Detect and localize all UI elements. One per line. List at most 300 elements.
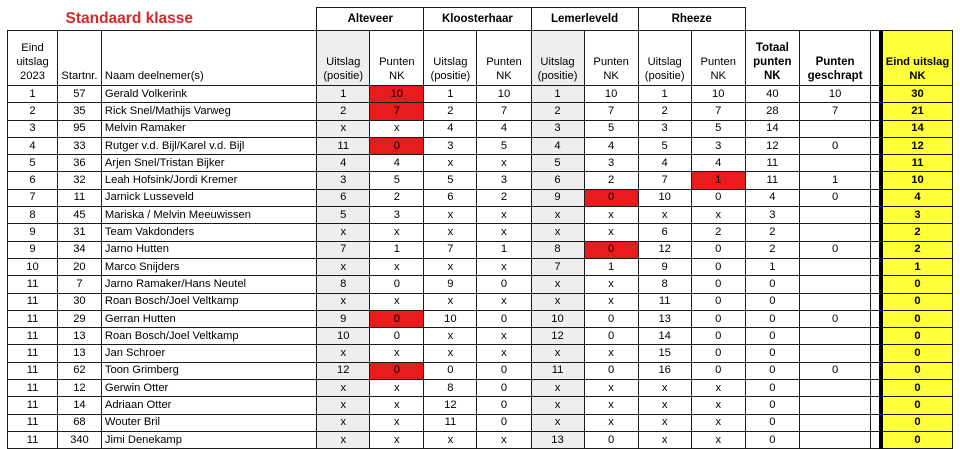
cell-eind-nk: 0 xyxy=(881,276,953,293)
col-uitslag: Uitslag (positie) xyxy=(317,31,370,86)
cell-uitslag: 3 xyxy=(638,120,691,137)
cell-uitslag: 11 xyxy=(317,137,370,154)
cell-uitslag: 3 xyxy=(317,172,370,189)
cell-eind-nk: 4 xyxy=(881,189,953,206)
cell-punten: 2 xyxy=(477,189,531,206)
cell-punten: 0 xyxy=(691,328,745,345)
cell-geschrapt xyxy=(799,293,870,310)
cell-uitslag: 10 xyxy=(317,328,370,345)
results-table xyxy=(7,7,953,449)
cell-divider xyxy=(871,397,881,414)
cell-uitslag: 6 xyxy=(424,189,477,206)
cell-uitslag: 1 xyxy=(317,86,370,103)
cell-name: Marco Snijders xyxy=(101,258,316,275)
cell-uitslag: 11 xyxy=(638,293,691,310)
cell-punten: 2 xyxy=(691,224,745,241)
cell-rank: 2 xyxy=(8,103,58,120)
cell-startnr: 32 xyxy=(58,172,102,189)
cell-eind-nk: 0 xyxy=(881,293,953,310)
cell-rank: 4 xyxy=(8,137,58,154)
cell-totaal: 0 xyxy=(745,345,799,362)
cell-uitslag: 8 xyxy=(317,276,370,293)
cell-eind-nk: 0 xyxy=(881,414,953,431)
cell-eind-nk: 1 xyxy=(881,258,953,275)
cell-uitslag: x xyxy=(424,155,477,172)
cell-uitslag: x xyxy=(531,414,584,431)
cell-uitslag: 10 xyxy=(531,310,584,327)
cell-totaal: 0 xyxy=(745,397,799,414)
cell-geschrapt: 0 xyxy=(799,310,870,327)
cell-punten: x xyxy=(370,380,424,397)
cell-eind-nk: 0 xyxy=(881,397,953,414)
cell-geschrapt xyxy=(799,120,870,137)
col-divider xyxy=(871,31,881,86)
cell-rank: 11 xyxy=(8,276,58,293)
cell-uitslag: x xyxy=(638,397,691,414)
cell-uitslag: 11 xyxy=(531,362,584,379)
cell-uitslag: x xyxy=(317,345,370,362)
cell-totaal: 3 xyxy=(745,207,799,224)
table-row xyxy=(8,310,953,327)
cell-name: Rutger v.d. Bijl/Karel v.d. Bijl xyxy=(101,137,316,154)
cell-uitslag: 0 xyxy=(424,362,477,379)
cell-uitslag: x xyxy=(638,431,691,448)
cell-uitslag: 1 xyxy=(531,86,584,103)
cell-totaal: 0 xyxy=(745,276,799,293)
col-punten-nk: Punten NK xyxy=(584,31,638,86)
col-eind-nk: Eind uitslag NK xyxy=(881,31,953,86)
cell-uitslag: x xyxy=(424,293,477,310)
table-row xyxy=(8,172,953,189)
table-row xyxy=(8,276,953,293)
cell-startnr: 34 xyxy=(58,241,102,258)
header-spacer xyxy=(745,8,952,31)
cell-geschrapt: 0 xyxy=(799,362,870,379)
cell-rank: 11 xyxy=(8,431,58,448)
cell-punten: x xyxy=(584,207,638,224)
cell-name: Jarno Ramaker/Hans Neutel xyxy=(101,276,316,293)
cell-name: Wouter Bril xyxy=(101,414,316,431)
cell-punten: 3 xyxy=(691,137,745,154)
cell-startnr: 62 xyxy=(58,362,102,379)
cell-uitslag: 10 xyxy=(424,310,477,327)
cell-eind-nk: 0 xyxy=(881,345,953,362)
cell-uitslag: 5 xyxy=(424,172,477,189)
cell-uitslag: x xyxy=(317,431,370,448)
cell-punten: 0 xyxy=(370,276,424,293)
cell-eind-nk: 10 xyxy=(881,172,953,189)
cell-punten-scrapped: 10 xyxy=(370,86,424,103)
cell-uitslag: 5 xyxy=(531,155,584,172)
cell-punten: 5 xyxy=(584,120,638,137)
cell-geschrapt: 0 xyxy=(799,137,870,154)
cell-name: Jarno Hutten xyxy=(101,241,316,258)
cell-punten: 0 xyxy=(691,258,745,275)
cell-eind-nk: 0 xyxy=(881,362,953,379)
cell-uitslag: x xyxy=(424,345,477,362)
cell-eind-nk: 14 xyxy=(881,120,953,137)
cell-uitslag: x xyxy=(424,328,477,345)
cell-totaal: 40 xyxy=(745,86,799,103)
cell-rank: 11 xyxy=(8,397,58,414)
cell-punten: x xyxy=(691,397,745,414)
cell-totaal: 12 xyxy=(745,137,799,154)
cell-punten: x xyxy=(584,293,638,310)
table-row xyxy=(8,414,953,431)
cell-rank: 9 xyxy=(8,224,58,241)
cell-startnr: 14 xyxy=(58,397,102,414)
cell-punten: x xyxy=(584,224,638,241)
cell-punten: 3 xyxy=(584,155,638,172)
cell-name: Rick Snel/Mathijs Varweg xyxy=(101,103,316,120)
cell-punten: 0 xyxy=(691,276,745,293)
cell-uitslag: x xyxy=(424,431,477,448)
cell-eind-nk: 0 xyxy=(881,380,953,397)
cell-uitslag: 1 xyxy=(638,86,691,103)
cell-punten: 4 xyxy=(370,155,424,172)
cell-punten: x xyxy=(370,345,424,362)
cell-name: Toon Grimberg xyxy=(101,362,316,379)
col-eind-uitslag-2023: Eind uitslag 2023 xyxy=(8,31,58,86)
cell-punten: 0 xyxy=(691,310,745,327)
cell-punten: 4 xyxy=(584,137,638,154)
cell-uitslag: 3 xyxy=(531,120,584,137)
cell-uitslag: 4 xyxy=(638,155,691,172)
cell-punten: 0 xyxy=(691,241,745,258)
cell-eind-nk: 21 xyxy=(881,103,953,120)
cell-punten: x xyxy=(477,431,531,448)
cell-uitslag: 13 xyxy=(531,431,584,448)
cell-name: Jimi Denekamp xyxy=(101,431,316,448)
cell-uitslag: 14 xyxy=(638,328,691,345)
cell-geschrapt xyxy=(799,345,870,362)
cell-uitslag: x xyxy=(424,207,477,224)
cell-startnr: 33 xyxy=(58,137,102,154)
cell-punten: 3 xyxy=(477,172,531,189)
cell-geschrapt xyxy=(799,224,870,241)
cell-geschrapt: 1 xyxy=(799,172,870,189)
cell-punten: x xyxy=(477,345,531,362)
cell-uitslag: x xyxy=(531,224,584,241)
cell-divider xyxy=(871,103,881,120)
cell-uitslag: 4 xyxy=(531,137,584,154)
cell-totaal: 28 xyxy=(745,103,799,120)
cell-uitslag: 12 xyxy=(638,241,691,258)
cell-geschrapt xyxy=(799,414,870,431)
cell-totaal: 0 xyxy=(745,431,799,448)
cell-uitslag: x xyxy=(424,224,477,241)
cell-punten-scrapped: 1 xyxy=(691,172,745,189)
cell-uitslag: 4 xyxy=(424,120,477,137)
table-row xyxy=(8,155,953,172)
cell-divider xyxy=(871,414,881,431)
cell-punten: x xyxy=(584,414,638,431)
cell-rank: 10 xyxy=(8,258,58,275)
cell-punten: x xyxy=(370,431,424,448)
cell-startnr: 340 xyxy=(58,431,102,448)
cell-divider xyxy=(871,189,881,206)
col-uitslag: Uitslag (positie) xyxy=(424,31,477,86)
cell-punten: x xyxy=(584,276,638,293)
table-row xyxy=(8,86,953,103)
col-totaal: Totaal punten NK xyxy=(745,31,799,86)
cell-uitslag: 15 xyxy=(638,345,691,362)
table-row xyxy=(8,380,953,397)
cell-uitslag: x xyxy=(317,293,370,310)
cell-divider xyxy=(871,207,881,224)
cell-punten: 7 xyxy=(477,103,531,120)
cell-rank: 11 xyxy=(8,380,58,397)
cell-uitslag: x xyxy=(317,224,370,241)
cell-uitslag: 2 xyxy=(638,103,691,120)
cell-name: Roan Bosch/Joel Veltkamp xyxy=(101,328,316,345)
cell-punten: 0 xyxy=(584,328,638,345)
cell-rank: 3 xyxy=(8,120,58,137)
cell-punten: x xyxy=(691,207,745,224)
cell-totaal: 0 xyxy=(745,380,799,397)
venue-header-rheeze: Rheeze xyxy=(638,8,745,31)
cell-divider xyxy=(871,362,881,379)
cell-rank: 11 xyxy=(8,362,58,379)
cell-startnr: 13 xyxy=(58,328,102,345)
cell-name: Adriaan Otter xyxy=(101,397,316,414)
cell-rank: 8 xyxy=(8,207,58,224)
cell-startnr: 29 xyxy=(58,310,102,327)
cell-punten: 0 xyxy=(691,345,745,362)
cell-uitslag: x xyxy=(317,258,370,275)
cell-name: Melvin Ramaker xyxy=(101,120,316,137)
cell-uitslag: 12 xyxy=(317,362,370,379)
cell-punten: 4 xyxy=(691,155,745,172)
cell-uitslag: 5 xyxy=(317,207,370,224)
cell-uitslag: 1 xyxy=(424,86,477,103)
cell-uitslag: x xyxy=(638,380,691,397)
cell-eind-nk: 12 xyxy=(881,137,953,154)
cell-punten: x xyxy=(370,397,424,414)
col-uitslag: Uitslag (positie) xyxy=(531,31,584,86)
cell-punten: 4 xyxy=(477,120,531,137)
cell-name: Gerald Volkerink xyxy=(101,86,316,103)
cell-rank: 6 xyxy=(8,172,58,189)
cell-uitslag: x xyxy=(638,207,691,224)
cell-punten: x xyxy=(584,380,638,397)
cell-uitslag: 9 xyxy=(317,310,370,327)
cell-uitslag: 2 xyxy=(531,103,584,120)
cell-punten: 2 xyxy=(584,172,638,189)
cell-eind-nk: 11 xyxy=(881,155,953,172)
cell-startnr: 12 xyxy=(58,380,102,397)
cell-name: Mariska / Melvin Meeuwissen xyxy=(101,207,316,224)
cell-punten: 0 xyxy=(477,310,531,327)
cell-punten: x xyxy=(584,397,638,414)
cell-totaal: 0 xyxy=(745,293,799,310)
cell-punten: 5 xyxy=(477,137,531,154)
cell-punten: 0 xyxy=(477,397,531,414)
cell-punten: 1 xyxy=(370,241,424,258)
cell-uitslag: x xyxy=(317,397,370,414)
cell-uitslag: x xyxy=(317,380,370,397)
cell-punten: 0 xyxy=(477,414,531,431)
cell-geschrapt: 0 xyxy=(799,241,870,258)
cell-punten: x xyxy=(477,258,531,275)
cell-uitslag: 4 xyxy=(317,155,370,172)
cell-uitslag: 2 xyxy=(424,103,477,120)
table-row xyxy=(8,397,953,414)
cell-divider xyxy=(871,120,881,137)
cell-divider xyxy=(871,328,881,345)
cell-uitslag: x xyxy=(531,207,584,224)
cell-uitslag: x xyxy=(531,397,584,414)
cell-punten: 0 xyxy=(477,276,531,293)
cell-punten-scrapped: 0 xyxy=(370,310,424,327)
cell-geschrapt xyxy=(799,328,870,345)
cell-startnr: 45 xyxy=(58,207,102,224)
cell-uitslag: 9 xyxy=(424,276,477,293)
cell-name: Gerwin Otter xyxy=(101,380,316,397)
cell-uitslag: 8 xyxy=(531,241,584,258)
cell-eind-nk: 3 xyxy=(881,207,953,224)
cell-eind-nk: 2 xyxy=(881,241,953,258)
cell-punten: 0 xyxy=(584,431,638,448)
cell-name: Team Vakdonders xyxy=(101,224,316,241)
cell-punten: x xyxy=(477,207,531,224)
venue-header-alteveer: Alteveer xyxy=(317,8,424,31)
results-body xyxy=(8,86,953,449)
page-title: Standaard klasse xyxy=(65,10,194,28)
cell-uitslag: 13 xyxy=(638,310,691,327)
col-punten-nk: Punten NK xyxy=(477,31,531,86)
cell-punten-scrapped: 0 xyxy=(584,189,638,206)
venue-header-lemerleveld: Lemerleveld xyxy=(531,8,638,31)
cell-totaal: 0 xyxy=(745,414,799,431)
table-row xyxy=(8,328,953,345)
cell-uitslag: 12 xyxy=(531,328,584,345)
cell-geschrapt: 7 xyxy=(799,103,870,120)
cell-geschrapt: 10 xyxy=(799,86,870,103)
cell-name: Roan Bosch/Joel Veltkamp xyxy=(101,293,316,310)
cell-uitslag: 6 xyxy=(317,189,370,206)
table-row xyxy=(8,345,953,362)
cell-startnr: 95 xyxy=(58,120,102,137)
cell-totaal: 2 xyxy=(745,241,799,258)
cell-punten: x xyxy=(584,345,638,362)
col-geschrapt: Punten geschrapt xyxy=(799,31,870,86)
cell-name: Arjen Snel/Tristan Bijker xyxy=(101,155,316,172)
col-naam: Naam deelnemer(s) xyxy=(101,31,316,86)
cell-uitslag: x xyxy=(317,414,370,431)
cell-punten: 1 xyxy=(584,258,638,275)
cell-geschrapt xyxy=(799,380,870,397)
cell-punten: 1 xyxy=(477,241,531,258)
cell-name: Jan Schroer xyxy=(101,345,316,362)
cell-uitslag: x xyxy=(638,414,691,431)
cell-geschrapt xyxy=(799,155,870,172)
cell-uitslag: 12 xyxy=(424,397,477,414)
cell-rank: 11 xyxy=(8,328,58,345)
col-uitslag: Uitslag (positie) xyxy=(638,31,691,86)
table-row xyxy=(8,241,953,258)
cell-punten: 0 xyxy=(477,362,531,379)
cell-eind-nk: 30 xyxy=(881,86,953,103)
cell-startnr: 68 xyxy=(58,414,102,431)
cell-punten: 7 xyxy=(584,103,638,120)
column-header-row xyxy=(8,31,953,86)
cell-divider xyxy=(871,431,881,448)
table-row xyxy=(8,189,953,206)
cell-punten: 7 xyxy=(691,103,745,120)
cell-divider xyxy=(871,241,881,258)
cell-geschrapt xyxy=(799,207,870,224)
table-row xyxy=(8,120,953,137)
cell-uitslag: 6 xyxy=(638,224,691,241)
cell-uitslag: 11 xyxy=(424,414,477,431)
cell-eind-nk: 0 xyxy=(881,310,953,327)
cell-rank: 11 xyxy=(8,414,58,431)
cell-divider xyxy=(871,137,881,154)
table-row xyxy=(8,137,953,154)
table-row xyxy=(8,431,953,448)
cell-rank: 7 xyxy=(8,189,58,206)
cell-punten-scrapped: 0 xyxy=(370,362,424,379)
cell-punten: 0 xyxy=(477,380,531,397)
col-startnr: Startnr. xyxy=(58,31,102,86)
cell-punten: 10 xyxy=(691,86,745,103)
cell-totaal: 4 xyxy=(745,189,799,206)
cell-uitslag: x xyxy=(531,293,584,310)
cell-startnr: 35 xyxy=(58,103,102,120)
cell-punten: 3 xyxy=(370,207,424,224)
cell-uitslag: 7 xyxy=(424,241,477,258)
cell-uitslag: 9 xyxy=(638,258,691,275)
cell-punten: x xyxy=(477,328,531,345)
table-row xyxy=(8,207,953,224)
cell-divider xyxy=(871,155,881,172)
table-row xyxy=(8,258,953,275)
cell-punten: 10 xyxy=(584,86,638,103)
cell-uitslag: 7 xyxy=(531,258,584,275)
col-punten-nk: Punten NK xyxy=(370,31,424,86)
cell-eind-nk: 0 xyxy=(881,431,953,448)
cell-punten: x xyxy=(370,414,424,431)
venue-header-kloosterhaar: Kloosterhaar xyxy=(424,8,531,31)
cell-startnr: 31 xyxy=(58,224,102,241)
cell-punten: x xyxy=(477,293,531,310)
cell-divider xyxy=(871,258,881,275)
cell-name: Leah Hofsink/Jordi Kremer xyxy=(101,172,316,189)
cell-uitslag: x xyxy=(531,380,584,397)
cell-uitslag: 5 xyxy=(638,137,691,154)
cell-startnr: 7 xyxy=(58,276,102,293)
cell-divider xyxy=(871,380,881,397)
cell-rank: 11 xyxy=(8,293,58,310)
cell-divider xyxy=(871,172,881,189)
cell-punten: 10 xyxy=(477,86,531,103)
table-row xyxy=(8,103,953,120)
cell-divider xyxy=(871,224,881,241)
cell-uitslag: 7 xyxy=(317,241,370,258)
cell-punten: x xyxy=(370,224,424,241)
cell-punten: 2 xyxy=(370,189,424,206)
cell-startnr: 20 xyxy=(58,258,102,275)
cell-name: Gerran Hutten xyxy=(101,310,316,327)
cell-geschrapt xyxy=(799,258,870,275)
cell-punten-scrapped: 0 xyxy=(370,137,424,154)
cell-totaal: 1 xyxy=(745,258,799,275)
cell-uitslag: 7 xyxy=(638,172,691,189)
cell-uitslag: 2 xyxy=(317,103,370,120)
cell-uitslag: x xyxy=(317,120,370,137)
cell-rank: 5 xyxy=(8,155,58,172)
